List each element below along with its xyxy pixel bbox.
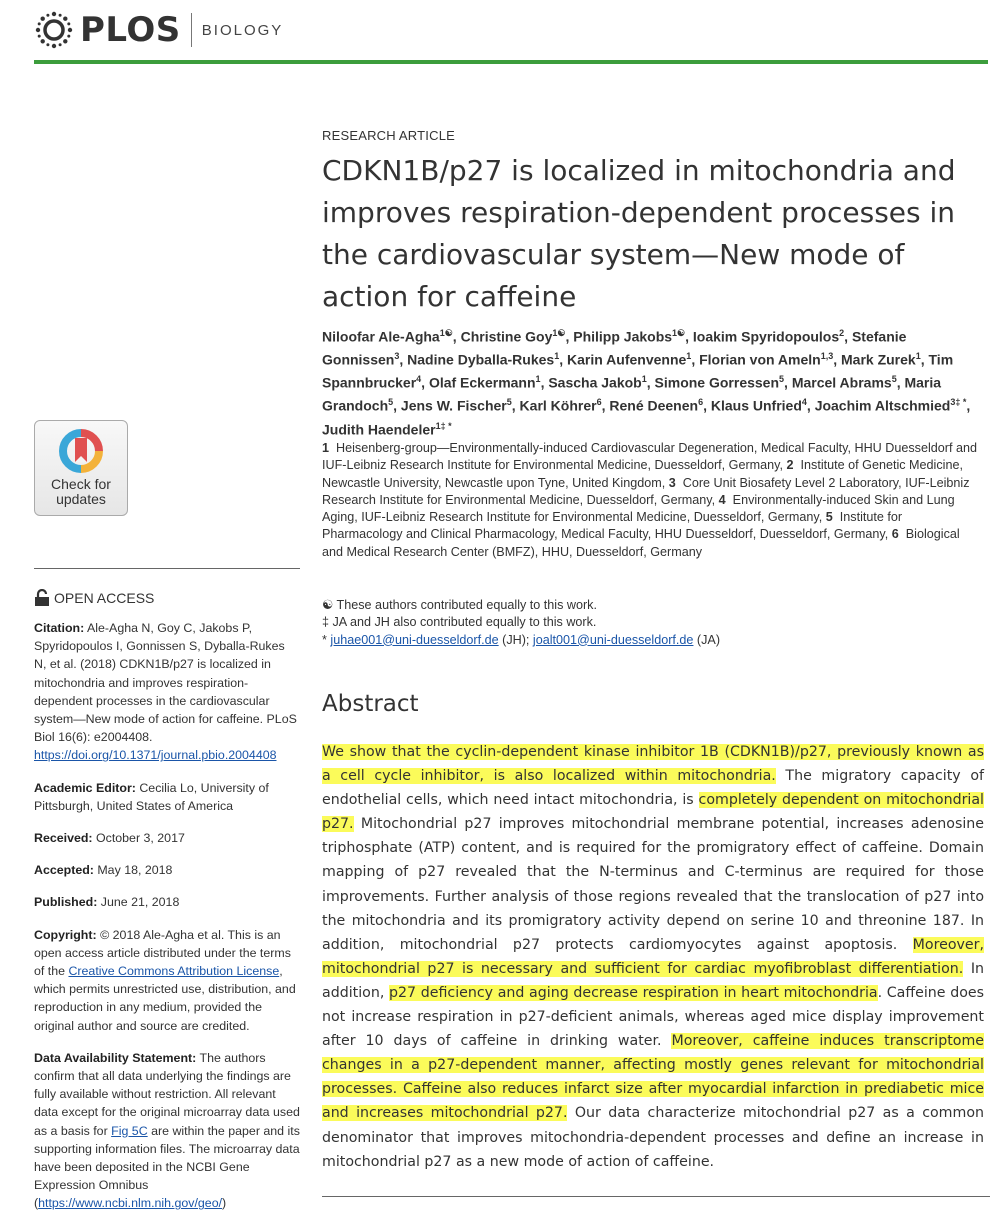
affiliation-text: Institute of Genetic Medicine, Newcastle University, Newcastle upon Tyne, United Kingdom,: [322, 458, 963, 490]
author-name: Joachim Altschmied: [814, 398, 951, 415]
author-affiliation-sup: 1: [641, 374, 647, 385]
author-separator: ,: [691, 351, 700, 368]
author-name: Karin Aufenvenne: [567, 351, 687, 368]
citation-doi-link[interactable]: https://doi.org/10.1371/journal.pbio.2004408: [34, 748, 277, 763]
author-separator: ,: [601, 398, 610, 415]
sidebar-divider: [34, 568, 300, 569]
abstract-text: . Caffeine does not increase respiration in p27-deficient animals, whereas aged mice display improvement after 10 days of caffeine in drinking water.: [322, 984, 984, 1050]
published-label: Published:: [34, 895, 98, 910]
received-label: Received:: [34, 831, 93, 846]
author-affiliation-sup: 6: [596, 397, 602, 408]
author-affiliation-sup: 3‡ *: [950, 397, 967, 408]
correspondence-note: [322, 632, 982, 649]
author-separator: ,: [511, 398, 520, 415]
citation-label: Citation:: [34, 621, 85, 635]
author-name: Mark Zurek: [841, 351, 916, 368]
author-affiliation-sup: 5: [779, 374, 785, 385]
header-divider: [191, 13, 192, 47]
joint-contribution-note: ‡ JA and JH also contributed equally to this work.: [322, 615, 597, 630]
author-affiliation-sup: 1☯: [552, 328, 566, 338]
author-affiliation-sup: 2: [839, 328, 845, 338]
author-separator: ,: [966, 398, 971, 415]
abstract-body: [322, 740, 984, 1174]
affiliation-list: [322, 440, 982, 561]
crossmark-label: Check for updates: [51, 476, 111, 507]
affiliation-number: 6: [891, 527, 899, 542]
author-name: Karl Köhrer: [519, 398, 597, 415]
author-list: [322, 324, 982, 440]
abstract-heading: Abstract: [322, 691, 419, 717]
abstract-text: Our data characterize mitochondrial p27 as a common denominator that improves mitochondria-dependent processes and define an increase in mitochondrial p27 as a new mode of action of caffeine.: [322, 1105, 984, 1170]
data-availability-text-end: ): [222, 1196, 227, 1211]
author-name: Marcel Abrams: [791, 374, 892, 391]
copyright-label: Copyright:: [34, 927, 97, 942]
author-separator: ,: [784, 374, 792, 391]
editor-text: Cecilia Lo, University of Pittsburgh, United States of America: [34, 780, 269, 813]
affiliation-number: 4: [718, 492, 726, 507]
fig-5c-link[interactable]: Fig 5C: [111, 1123, 148, 1138]
email-link-jh[interactable]: juhae001@uni-duesseldorf.de: [330, 632, 499, 647]
footer-divider: [322, 1196, 990, 1197]
abstract-highlighted-text: We show that the cyclin-dependent kinase inhibitor 1B (CDKN1B)/p27, previously known as a cell cycle inhibitor, is also localized within mitochondria.: [322, 744, 984, 785]
abstract-text: Mitochondrial p27 improves mitochondrial membrane potential, increases adenosine triphosphate (ATP) content, and is required for the promigratory effect of caffeine. Domain mapping of p27 revealed that the N-terminus and C-terminus are required for those improvements. Further analysis of those regions revealed that the translocation of p27 into the mitochondria and its promigratory activity depend on serine 10 and threonine 187. In addition, mitochondrial p27 protects cardiomyocytes against apoptosis.: [322, 816, 984, 953]
journal-name: BIOLOGY: [201, 21, 284, 39]
author-name: Jens W. Fischer: [400, 398, 507, 415]
author-name: Sascha Jakob: [548, 374, 642, 391]
author-separator: ,: [646, 374, 655, 391]
abstract-text: The migratory capacity of endothelial cells, which need intact mitochondria, is: [322, 768, 984, 809]
cc-license-link[interactable]: Creative Commons Attribution License: [68, 964, 280, 979]
citation-block: [34, 619, 300, 765]
author-affiliation-sup: 1: [554, 351, 560, 362]
open-access-label: [34, 589, 300, 607]
author-affiliation-sup: 1☯: [672, 328, 686, 338]
journal-header: [34, 10, 994, 58]
author-affiliation-sup: 1: [915, 351, 921, 362]
email-tag-ja: (JA): [693, 632, 721, 647]
data-availability-label: Data Availability Statement:: [34, 1050, 197, 1065]
author-separator: ,: [806, 398, 815, 415]
accepted-date: May 18, 2018: [97, 863, 173, 878]
open-lock-icon: [34, 589, 50, 607]
author-name: Nadine Dyballa-Rukes: [407, 351, 555, 368]
author-separator: ,: [399, 351, 408, 368]
author-affiliation-sup: 1☯: [439, 328, 453, 338]
abstract-highlighted-text: completely dependent on mitochondrial p27.: [322, 792, 984, 833]
copyright-text-end: , which permits unrestricted use, distribution, and reproduction in any medium, provided the original author and source are credited.: [34, 964, 296, 1033]
affiliation-text: Institute for Pharmacology and Clinical Pharmacology, Medical Faculty, HHU Duesseldorf, Duesseldorf, Germany,: [322, 510, 903, 542]
author-name: Olaf Eckermann: [428, 374, 536, 391]
author-name: Judith Haendeler: [322, 421, 436, 438]
affiliation-number: 2: [786, 458, 794, 473]
affiliation-number: 1: [322, 441, 330, 455]
author-name: Simone Gorressen: [654, 374, 780, 391]
accepted-label: Accepted:: [34, 863, 94, 878]
author-separator: ,: [393, 398, 401, 415]
author-separator: ,: [540, 374, 549, 391]
citation-text: Ale-Agha N, Goy C, Jakobs P, Spyridopoulos I, Gonnissen S, Dyballa-Rukes N, et al. (2018) CDKN1B/p27 is localized in mitochondria and improves respiration-dependent processes in the cardiovascular system—New mode of action for caffeine. PLoS Biol 16(6): e2004408.: [34, 621, 297, 745]
copyright-block: [34, 926, 300, 1035]
affiliation-text: Core Unit Biosafety Level 2 Laboratory, IUF-Leibniz Research Institute for Environmental Medicine, Duesseldorf, Germany,: [322, 475, 970, 507]
author-name: Maria Grandoch: [322, 374, 942, 415]
plos-logo[interactable]: [34, 10, 283, 50]
equal-contribution-note: ☯ These authors contributed equally to this work.: [322, 598, 597, 612]
author-separator: ,: [844, 328, 852, 345]
article-title: CDKN1B/p27 is localized in mitochondria and improves respiration-dependent processes in the cardiovascular system—New mode of action for caffeine: [322, 154, 956, 313]
author-affiliation-sup: 6: [698, 397, 704, 408]
author-affiliation-sup: 1,3: [820, 351, 834, 362]
editor-label: Academic Editor:: [34, 780, 136, 795]
author-name: Stefanie Gonnissen: [322, 328, 907, 368]
data-availability-block: [34, 1049, 300, 1213]
abstract-text: In addition,: [322, 960, 984, 1001]
author-affiliation-sup: 5: [506, 397, 512, 408]
email-tag-jh: (JH);: [498, 632, 533, 647]
affiliation-text: Environmentally-induced Skin and Lung Aging, IUF-Leibniz Research Institute for Environmental Medicine, Duesseldorf, Germany,: [322, 492, 955, 525]
author-notes: [322, 597, 982, 649]
author-separator: ,: [421, 374, 429, 391]
published-block: [34, 893, 300, 911]
affiliation-text: Biological and Medical Research Center (BMFZ), HHU, Duesseldorf, Germany: [322, 527, 960, 559]
author-affiliation-sup: 4: [416, 374, 422, 385]
author-affiliation-sup: 3: [394, 351, 400, 362]
author-name: Klaus Unfried: [710, 398, 802, 415]
author-separator: ,: [685, 328, 693, 345]
affiliation-number: 3: [668, 475, 676, 490]
author-affiliation-sup: 5: [388, 397, 394, 408]
corresponding-star: *: [322, 632, 327, 647]
author-name: Florian von Ameln: [699, 351, 821, 368]
email-link-ja[interactable]: joalt001@uni-duesseldorf.de: [532, 632, 694, 647]
author-affiliation-sup: 5: [891, 374, 897, 385]
author-name: Christine Goy: [460, 328, 553, 345]
published-date: June 21, 2018: [100, 895, 180, 910]
open-access-text: OPEN ACCESS: [54, 590, 155, 606]
affiliation-text: Heisenberg-group—Environmentally-induced Cardiovascular Degeneration, Medical Faculty, HHU Duesseldorf and IUF-Leibniz Research Institute for Environmental Medicine, Duesseldorf, Germany,: [322, 441, 977, 473]
received-block: [34, 829, 300, 847]
plos-sun-icon: [34, 10, 74, 50]
author-name: René Deenen: [609, 398, 699, 415]
data-availability-text-mid: are within the paper and its supporting information files. The microarray data have been deposited in the NCBI Gene Expression Omnibus (: [34, 1123, 300, 1211]
author-separator: ,: [833, 351, 841, 368]
author-name: Niloofar Ale-Agha: [322, 328, 440, 345]
abstract-highlighted-text: Moreover, caffeine induces transcriptome changes in a p27-dependent manner, affecting mostly genes relevant for mitochondrial processes. Caffeine also reduces infarct size after myocardial infarction in prediabetic mice and increases mitochondrial p27.: [322, 1033, 984, 1122]
author-separator: ,: [703, 398, 711, 415]
author-affiliation-sup: 1: [535, 374, 541, 385]
author-affiliation-sup: 4: [801, 397, 807, 408]
author-separator: ,: [559, 351, 568, 368]
author-name: Philipp Jakobs: [573, 328, 673, 345]
author-separator: ,: [565, 328, 574, 345]
author-affiliation-sup: 1‡ *: [435, 420, 452, 431]
author-separator: ,: [920, 351, 929, 368]
header-green-rule: [34, 60, 988, 64]
data-availability-text: The authors confirm that all data underlying the findings are fully available without restriction. All relevant data except for the original microarray data used as a basis for: [34, 1050, 300, 1138]
author-name: Ioakim Spyridopoulos: [692, 328, 840, 345]
check-for-updates-badge[interactable]: [34, 420, 128, 516]
crossmark-icon: [59, 429, 103, 473]
publisher-name: PLOS: [80, 10, 181, 50]
received-date: October 3, 2017: [96, 831, 185, 846]
author-affiliation-sup: 1: [686, 351, 692, 362]
author-separator: ,: [452, 328, 461, 345]
sidebar: [34, 420, 300, 1213]
author-separator: ,: [896, 374, 905, 391]
abstract-highlighted-text: p27 deficiency and aging decrease respiration in heart mitochondria: [389, 984, 878, 1001]
academic-editor-block: [34, 779, 300, 815]
abstract-highlighted-text: Moreover, mitochondrial p27 is necessary and sufficient for cardiac myofibroblast differentiation.: [322, 936, 984, 977]
article-type: RESEARCH ARTICLE: [322, 128, 455, 143]
geo-link[interactable]: https://www.ncbi.nlm.nih.gov/geo/: [38, 1196, 223, 1211]
author-name: Tim Spannbrucker: [322, 351, 954, 391]
affiliation-number: 5: [825, 510, 833, 525]
accepted-block: [34, 861, 300, 879]
copyright-text: © 2018 Ale-Agha et al. This is an open access article distributed under the terms of the: [34, 927, 291, 979]
